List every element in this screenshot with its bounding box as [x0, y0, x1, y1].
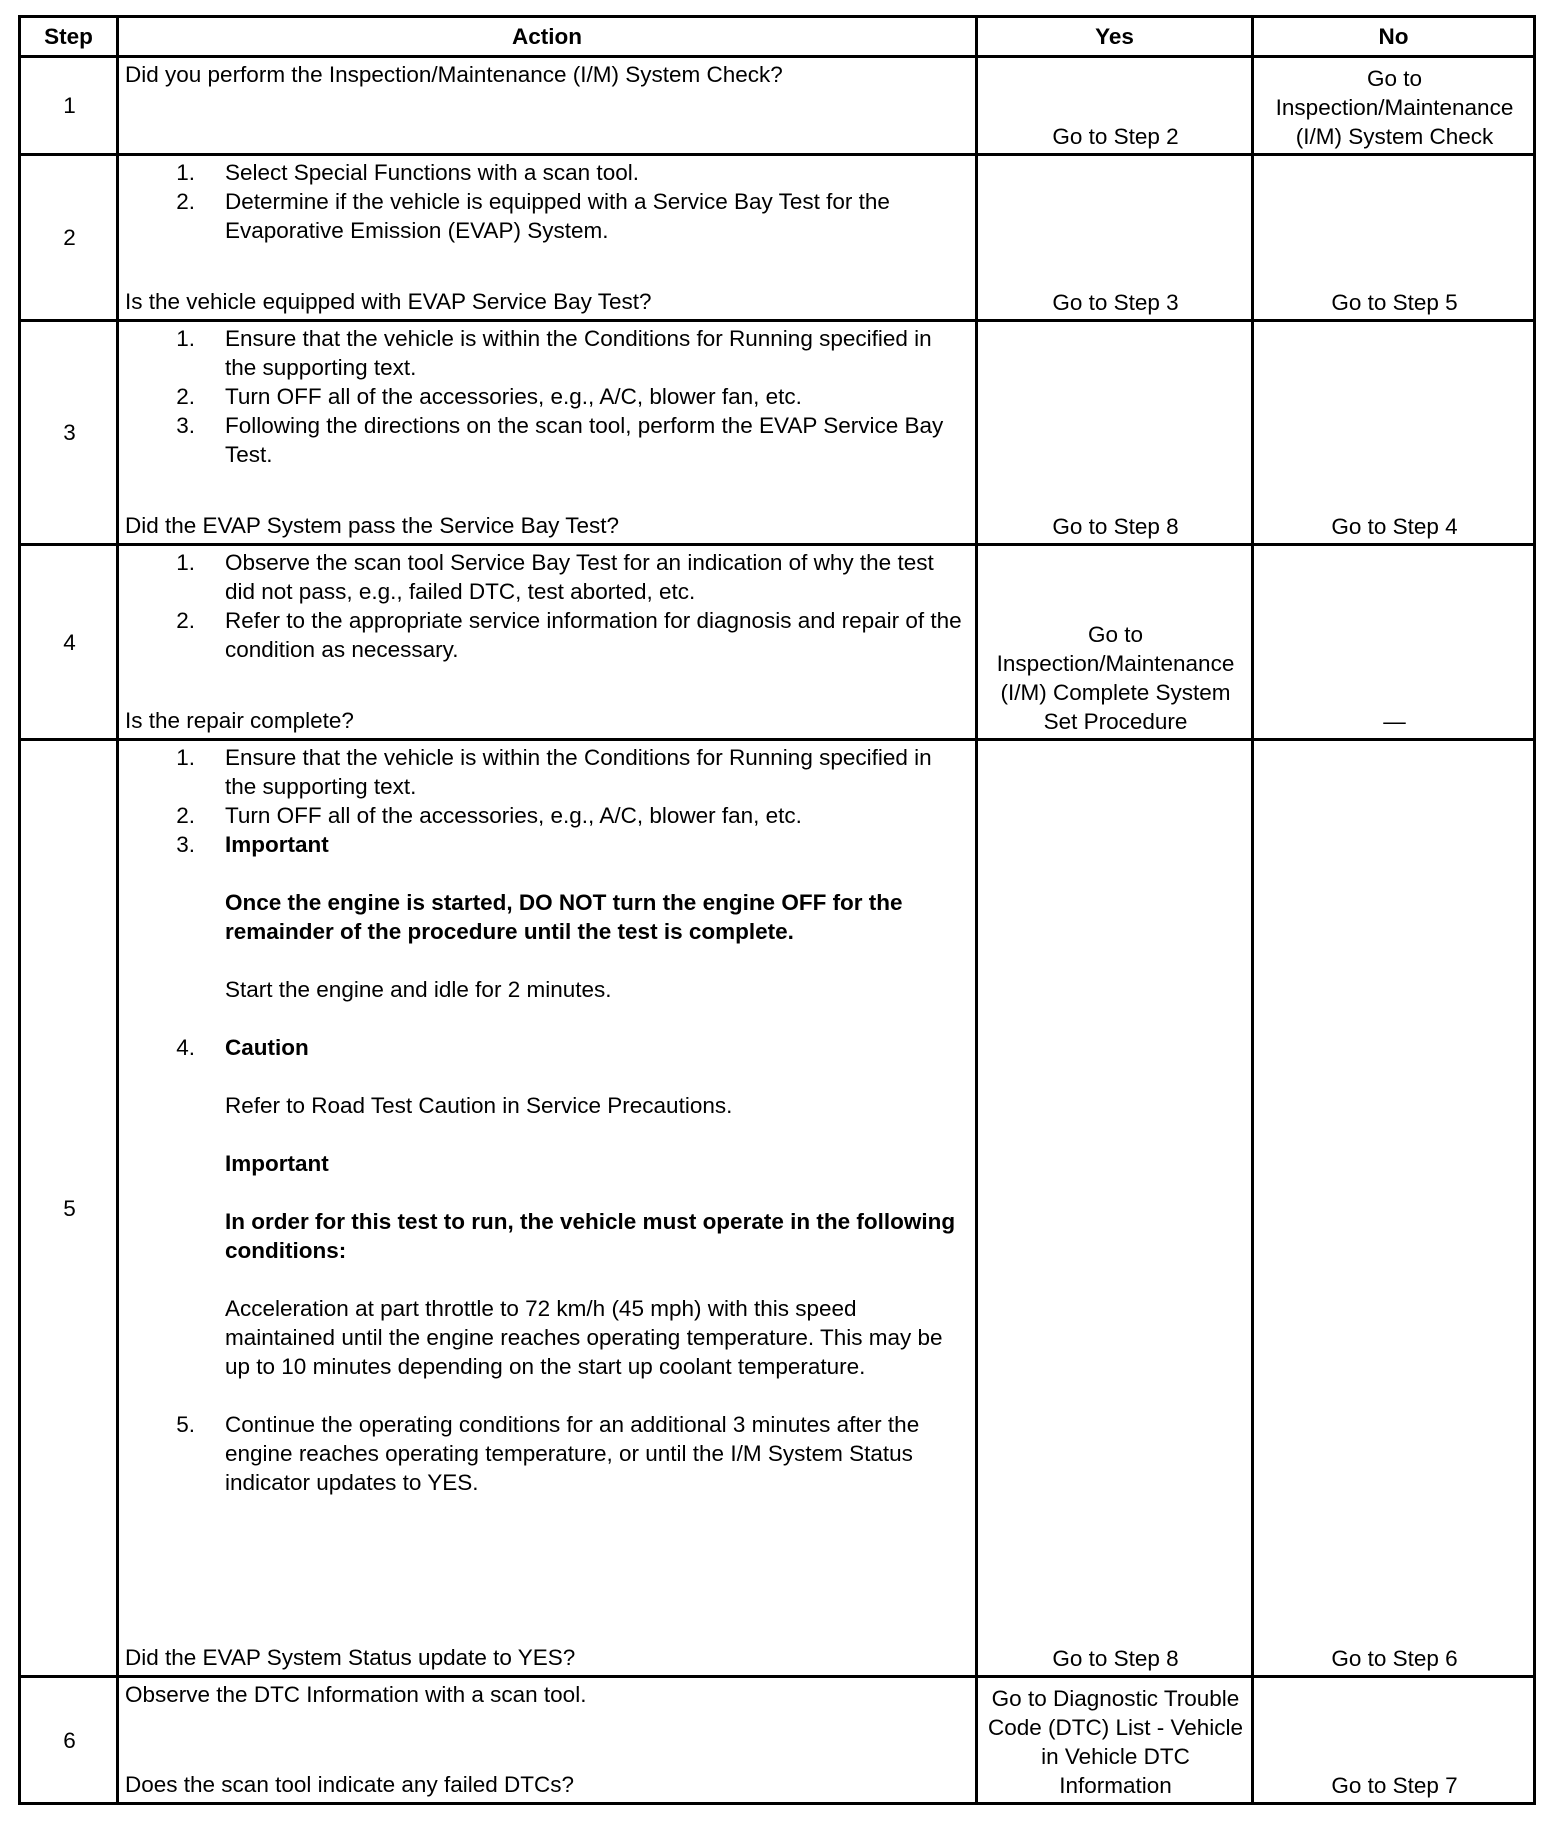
list-item: 2. Turn OFF all of the accessories, e.g., A/C, blower fan, etc. [176, 803, 802, 828]
action-cell [118, 155, 977, 321]
action-steps-list [125, 548, 971, 664]
table-row-step-4 [20, 545, 1535, 740]
no-result: Go to Step 4 [1253, 321, 1535, 545]
step-text: Acceleration at part throttle to 72 km/h (45 mph) with this speed maintained until the engine reaches operating temperature. This may be up to 10 minutes depending on the start up coolant temperature. [225, 1296, 943, 1379]
list-item: 2. Turn OFF all of the accessories, e.g., A/C, blower fan, etc. [176, 384, 802, 409]
action-steps-list [125, 743, 971, 1497]
important-heading: Important [225, 1151, 329, 1176]
yes-result: Go to Diagnostic Trouble Code (DTC) List - Vehicle in Vehicle DTC Information [977, 1677, 1253, 1804]
table-row-step-3 [20, 321, 1535, 545]
table-row-step-5 [20, 740, 1535, 1677]
yes-result: Go to Step 3 [977, 155, 1253, 321]
action-text: Observe the DTC Information with a scan tool. [125, 1682, 587, 1707]
action-question: Did the EVAP System pass the Service Bay Test? [125, 513, 619, 538]
action-cell [118, 57, 977, 155]
table-row-step-6 [20, 1677, 1535, 1804]
step-number: 4 [20, 545, 118, 740]
step-number: 3 [20, 321, 118, 545]
procedure-table-wrapper [18, 15, 1536, 1805]
table-header-row [20, 17, 1535, 57]
list-item: 1. Ensure that the vehicle is within the Conditions for Running specified in the supporting text. [176, 745, 932, 799]
step-number: 1 [20, 57, 118, 155]
important-heading: Important [225, 832, 329, 857]
important-text: In order for this test to run, the vehicle must operate in the following conditions: [225, 1209, 956, 1263]
step-number: 5 [20, 740, 118, 1677]
caution-heading: Caution [225, 1035, 309, 1060]
action-question: Is the vehicle equipped with EVAP Service Bay Test? [125, 289, 652, 314]
action-cell [118, 1677, 977, 1804]
no-result: Go to Step 5 [1253, 155, 1535, 321]
step-number: 6 [20, 1677, 118, 1804]
action-question: Is the repair complete? [125, 708, 354, 733]
action-question: Did the EVAP System Status update to YES? [125, 1645, 576, 1670]
list-item: 2. Determine if the vehicle is equipped with a Service Bay Test for the Evaporative Emission (EVAP) System. [176, 189, 890, 243]
action-steps-list [125, 324, 971, 469]
table-row-step-2 [20, 155, 1535, 321]
list-item: 4. Caution Refer to Road Test Caution in Service Precautions. Important In order for this test to run, the vehicle must operate in the following conditions: Acceleration at part throttle to 72 km/h (45 mph) with this speed maintained until the engine reaches operating temperature. This may be up to 10 minutes depending on the start up coolant temperature. [125, 1033, 965, 1381]
no-result: Go to Step 6 [1253, 740, 1535, 1677]
header-step: Step [20, 17, 118, 57]
step-number: 2 [20, 155, 118, 321]
no-result: Go to Step 7 [1253, 1677, 1535, 1804]
step-text: Start the engine and idle for 2 minutes. [225, 977, 612, 1002]
table-row-step-1 [20, 57, 1535, 155]
header-yes: Yes [977, 17, 1253, 57]
diagnostic-procedure-table [18, 15, 1536, 1805]
action-cell [118, 321, 977, 545]
header-action: Action [118, 17, 977, 57]
yes-result: Go to Step 8 [977, 321, 1253, 545]
action-steps-list [125, 158, 971, 245]
list-item: 3. Important Once the engine is started, DO NOT turn the engine OFF for the remainder of the procedure until the test is complete. Start the engine and idle for 2 minutes. [125, 830, 965, 1004]
yes-result: Go to Step 8 [977, 740, 1253, 1677]
no-result: — [1253, 545, 1535, 740]
list-item: 2. Refer to the appropriate service information for diagnosis and repair of the condition as necessary. [176, 608, 962, 662]
action-question: Did you perform the Inspection/Maintenance (I/M) System Check? [125, 62, 783, 87]
action-cell [118, 545, 977, 740]
yes-result: Go to Inspection/Maintenance (I/M) Complete System Set Procedure [977, 545, 1253, 740]
list-item: 1. Observe the scan tool Service Bay Test for an indication of why the test did not pass, e.g., failed DTC, test aborted, etc. [176, 550, 934, 604]
caution-text: Refer to Road Test Caution in Service Precautions. [225, 1093, 733, 1118]
list-item: 5. Continue the operating conditions for an additional 3 minutes after the engine reaches operating temperature, or until the I/M System Status indicator updates to YES. [176, 1412, 920, 1495]
list-item: 1. Select Special Functions with a scan tool. [176, 160, 639, 185]
action-cell [118, 740, 977, 1677]
important-warning: Once the engine is started, DO NOT turn the engine OFF for the remainder of the procedure until the test is complete. [225, 890, 903, 944]
list-item: 1. Ensure that the vehicle is within the Conditions for Running specified in the supporting text. [176, 326, 932, 380]
action-question: Does the scan tool indicate any failed DTCs? [125, 1772, 574, 1797]
list-item: 3. Following the directions on the scan tool, perform the EVAP Service Bay Test. [176, 413, 944, 467]
no-result: Go to Inspection/Maintenance (I/M) System Check [1253, 57, 1535, 155]
yes-result: Go to Step 2 [977, 57, 1253, 155]
header-no: No [1253, 17, 1535, 57]
